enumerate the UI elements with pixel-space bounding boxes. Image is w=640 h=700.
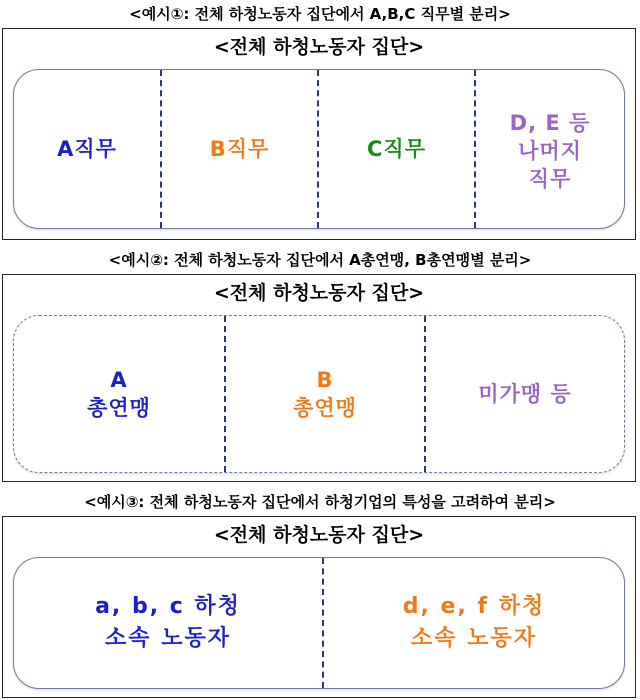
example2-cell-line: A xyxy=(110,368,128,392)
example3-frame xyxy=(2,516,636,698)
example3-cell-line: 소속 노동자 xyxy=(411,626,537,651)
example2-cell xyxy=(14,316,224,472)
example1-cell-line: C직무 xyxy=(367,137,426,161)
example3-group-box xyxy=(13,557,625,689)
example2-cell-line: 총연맹 xyxy=(293,396,357,420)
example2-cell xyxy=(226,316,424,472)
example1-group-box xyxy=(13,69,625,229)
example1-cell-line: 직무 xyxy=(528,167,572,191)
example2-cell-line: B xyxy=(316,368,334,392)
example2-cell-line: 총연맹 xyxy=(87,396,151,420)
example1-cell-line: A직무 xyxy=(57,137,117,161)
example3-cell xyxy=(324,558,624,688)
example2-title: <전체 하청노동자 집단> xyxy=(213,282,425,304)
example3-cell xyxy=(14,558,322,688)
example1-frame xyxy=(2,28,636,240)
example3-caption: <예시③: 전체 하청노동자 집단에서 하청기업의 특성을 고려하여 분리> xyxy=(84,493,556,511)
example1-cell xyxy=(476,70,624,228)
example2-caption: <예시②: 전체 하청노동자 집단에서 A총연맹, B총연맹별 분리> xyxy=(108,251,532,269)
example1-cell-line: D, E 등 xyxy=(509,111,591,135)
example3-title: <전체 하청노동자 집단> xyxy=(213,524,425,546)
example2-group-box xyxy=(13,315,625,473)
example3-cell-line: d, e, f 하청 xyxy=(402,594,546,619)
example3-cell-line: 소속 노동자 xyxy=(105,626,231,651)
example1-title: <전체 하청노동자 집단> xyxy=(213,36,425,58)
example2-cell xyxy=(426,316,624,472)
example2-cell-line: 미가맹 등 xyxy=(478,382,572,406)
example1-cell xyxy=(162,70,317,228)
example2-frame xyxy=(2,274,636,482)
example1-cell-line: B직무 xyxy=(209,137,270,161)
example3-cell-line: a, b, c 하청 xyxy=(95,594,241,619)
example1-cell xyxy=(319,70,474,228)
example1-cell xyxy=(14,70,160,228)
example1-caption: <예시①: 전체 하청노동자 집단에서 A,B,C 직무별 분리> xyxy=(129,5,511,23)
example1-cell-line: 나머지 xyxy=(518,139,582,163)
